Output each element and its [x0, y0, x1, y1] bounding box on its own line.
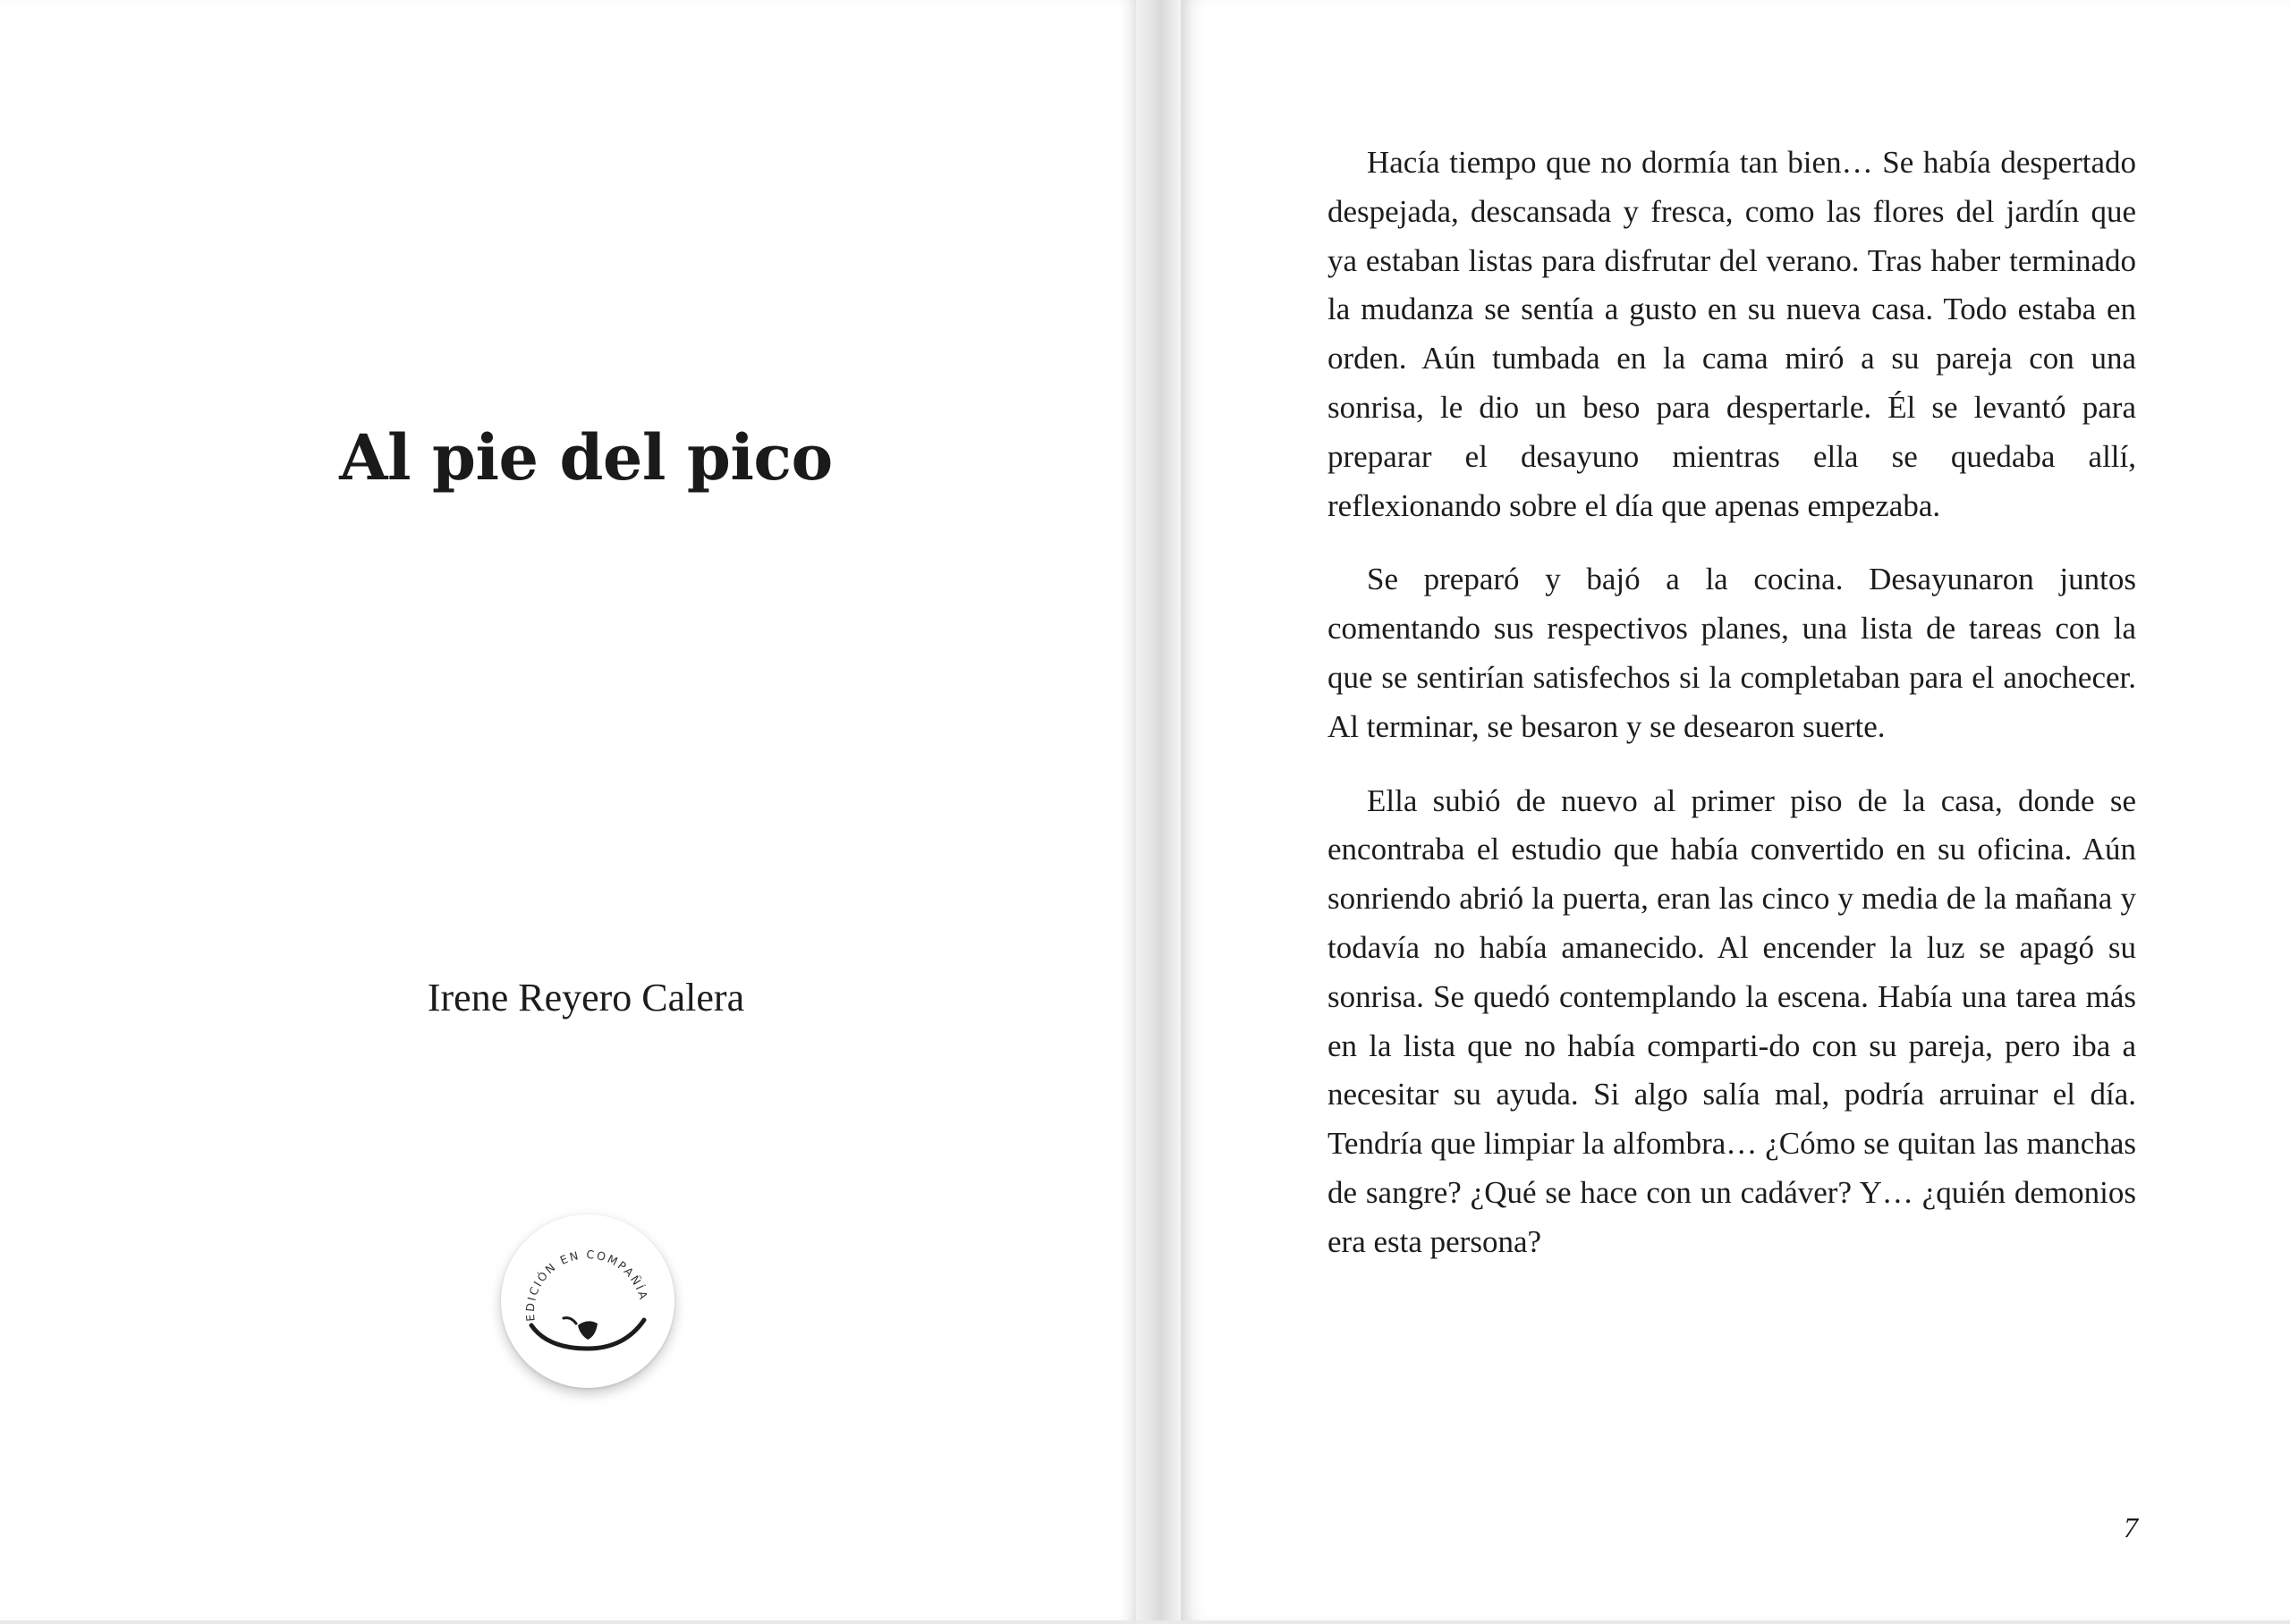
author-name: Irene Reyero Calera [427, 976, 745, 1019]
page-bottom-edge [0, 1620, 2290, 1624]
paragraph-1: Hacía tiempo que no dormía tan bien… Se había despertado despejada, descansada y fresca, como las flores del jardín que ya estaban listas para disfrutar del verano. Tras haber terminado la mudanza se sentía a gusto en su nueva casa. Todo estaba en orden. Aún tumbada en la cama miró a su pareja con una sonrisa, le dio un beso para despertarle. Él se levantó para preparar el desayuno mientras ella se quedaba allí, reflexionando sobre el día que apenas empezaba. [1327, 145, 2136, 523]
seal-text: EDICIÓN EN COMPAÑÍA [522, 1248, 651, 1323]
publisher-seal-logo [501, 1214, 674, 1388]
svg-text:EDICIÓN EN COMPAÑÍA [523, 1248, 651, 1322]
page-number: 7 [2124, 1511, 2138, 1544]
chapter-text [1327, 139, 2136, 1292]
book-title: Al pie del pico [339, 420, 833, 495]
paragraph-2: Se preparó y bajó a la cocina. Desayunaron juntos comentando sus respectivos planes, una lista de tareas con la que se sentirían satisfechos si la completaban para el anochecer. Al terminar, se besaron y se desearon suerte. [1327, 562, 2136, 744]
book-gutter [1136, 0, 1181, 1624]
publisher-seal-icon [501, 1214, 674, 1388]
paragraph-3: Ella subió de nuevo al primer piso de la casa, donde se encontraba el estudio que había convertido en su oficina. Aún sonriendo abrió la puerta, eran las cinco y media de la mañana y todavía no había amanecido. Al encender la luz se apagó su sonrisa. Se quedó contemplando la escena. Había una tarea más en la lista que no había comparti-do con su pareja, pero iba a necesitar su ayuda. Si algo salía mal, podría arruinar el día. Tendría que limpiar la alfombra… ¿Cómo se quitan las manchas de sangre? ¿Qué se hace con un cadáver? Y… ¿quién demonios era esta persona? [1327, 782, 2136, 1259]
